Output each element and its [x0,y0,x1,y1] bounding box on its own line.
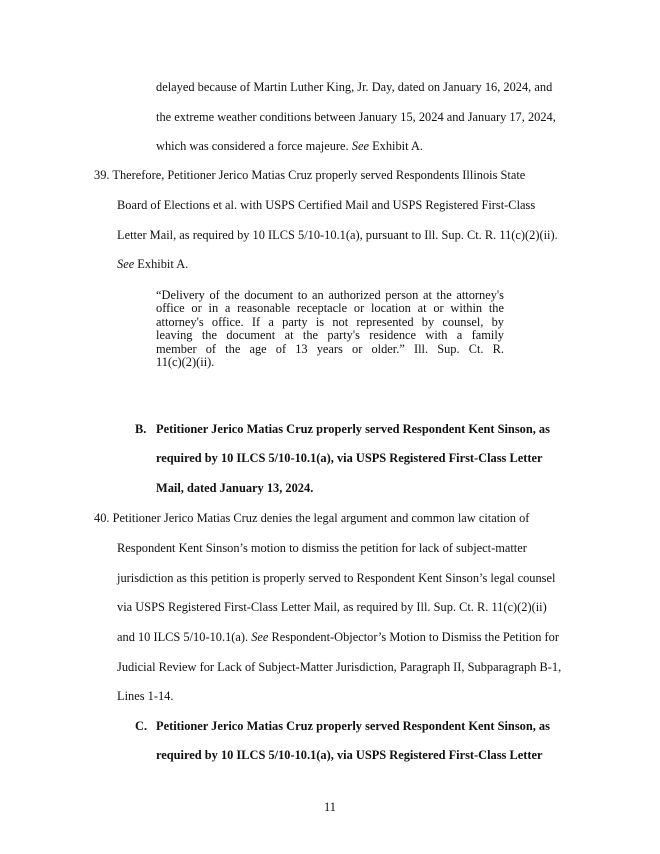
quote-line: 11(c)(2)(ii). [156,355,215,370]
para40-line-1 [94,511,529,526]
heading-b-line-3: Mail, dated January 13, 2024. [156,481,314,495]
exhibit-ref: Exhibit A. [134,257,189,271]
quote-line: “Delivery of the document to an authorized person at the attorney's [156,288,504,302]
para40-line-2: Respondent Kent Sinson’s motion to dismiss the petition for lack of subject-matter [117,541,527,555]
quote-line: leaving the document at the party's residence with a family [156,328,504,343]
motion-ref: Respondent-Objector’s Motion to Dismiss the Petition for [268,630,560,644]
para39-line-1 [94,168,525,183]
quote-line: attorney's office. If a party is not represented by counsel, by [156,314,504,329]
quote-line: member of the age of 13 years or older.” Ill. Sup. Ct. R. [156,341,504,356]
page-number: 11 [324,800,336,814]
block-quote [156,289,504,369]
para39-line-2: Board of Elections et al. with USPS Certified Mail and USPS Registered First-Class [117,198,536,212]
exhibit-ref: Exhibit A. [368,139,424,153]
heading-b-line-1: Petitioner Jerico Matias Cruz properly served Respondent Kent Sinson, as [156,422,550,436]
heading-c-letter: C. [135,719,148,733]
heading-b-letter: B. [135,422,147,436]
quote-line: office or in a reasonable receptacle or location at or within the [156,301,504,316]
heading-c-line-2: required by 10 ILCS 5/10-10.1(a), via USPS Registered First-Class Letter [156,748,543,762]
heading-b-line-2: required by 10 ILCS 5/10-10.1(a), via USPS Registered First-Class Letter [156,451,543,465]
carryover-line-1: delayed because of Martin Luther King, Jr. Day, dated on January 16, 2024, and [156,80,553,94]
para39-text: Therefore, Petitioner Jerico Matias Cruz properly served Respondents Illinois State [112,168,526,182]
para40-line-3: jurisdiction as this petition is properly served to Respondent Kent Sinson’s legal counsel [117,571,556,585]
para40-line-5 [117,630,559,645]
see-signal: See [117,257,135,271]
carryover-line-3 [156,139,423,154]
para40-text: Petitioner Jerico Matias Cruz denies the legal argument and common law citation of [112,511,530,525]
para40-text: and 10 ILCS 5/10-10.1(a). [117,630,252,644]
carryover-text: which was considered a force majeure. [156,139,352,153]
heading-c-line-1: Petitioner Jerico Matias Cruz properly served Respondent Kent Sinson, as [156,719,550,733]
para40-line-6: Judicial Review for Lack of Subject-Matter Jurisdiction, Paragraph II, Subparagraph B-1, [117,660,562,674]
para39-line-3: Letter Mail, as required by 10 ILCS 5/10-10.1(a), pursuant to Ill. Sup. Ct. R. 11(c)(2)(ii). [117,228,558,242]
see-signal: See [351,139,369,153]
para40-number: 40. [94,511,110,525]
carryover-line-2: the extreme weather conditions between January 15, 2024 and January 17, 2024, [156,110,556,124]
para39-line-4 [117,257,188,272]
see-signal: See [251,630,269,644]
para40-line-7: Lines 1-14. [117,689,174,703]
para39-number: 39. [94,168,110,182]
para40-line-4: via USPS Registered First-Class Letter Mail, as required by Ill. Sup. Ct. R. 11(c)(2)(ii) [117,600,547,614]
